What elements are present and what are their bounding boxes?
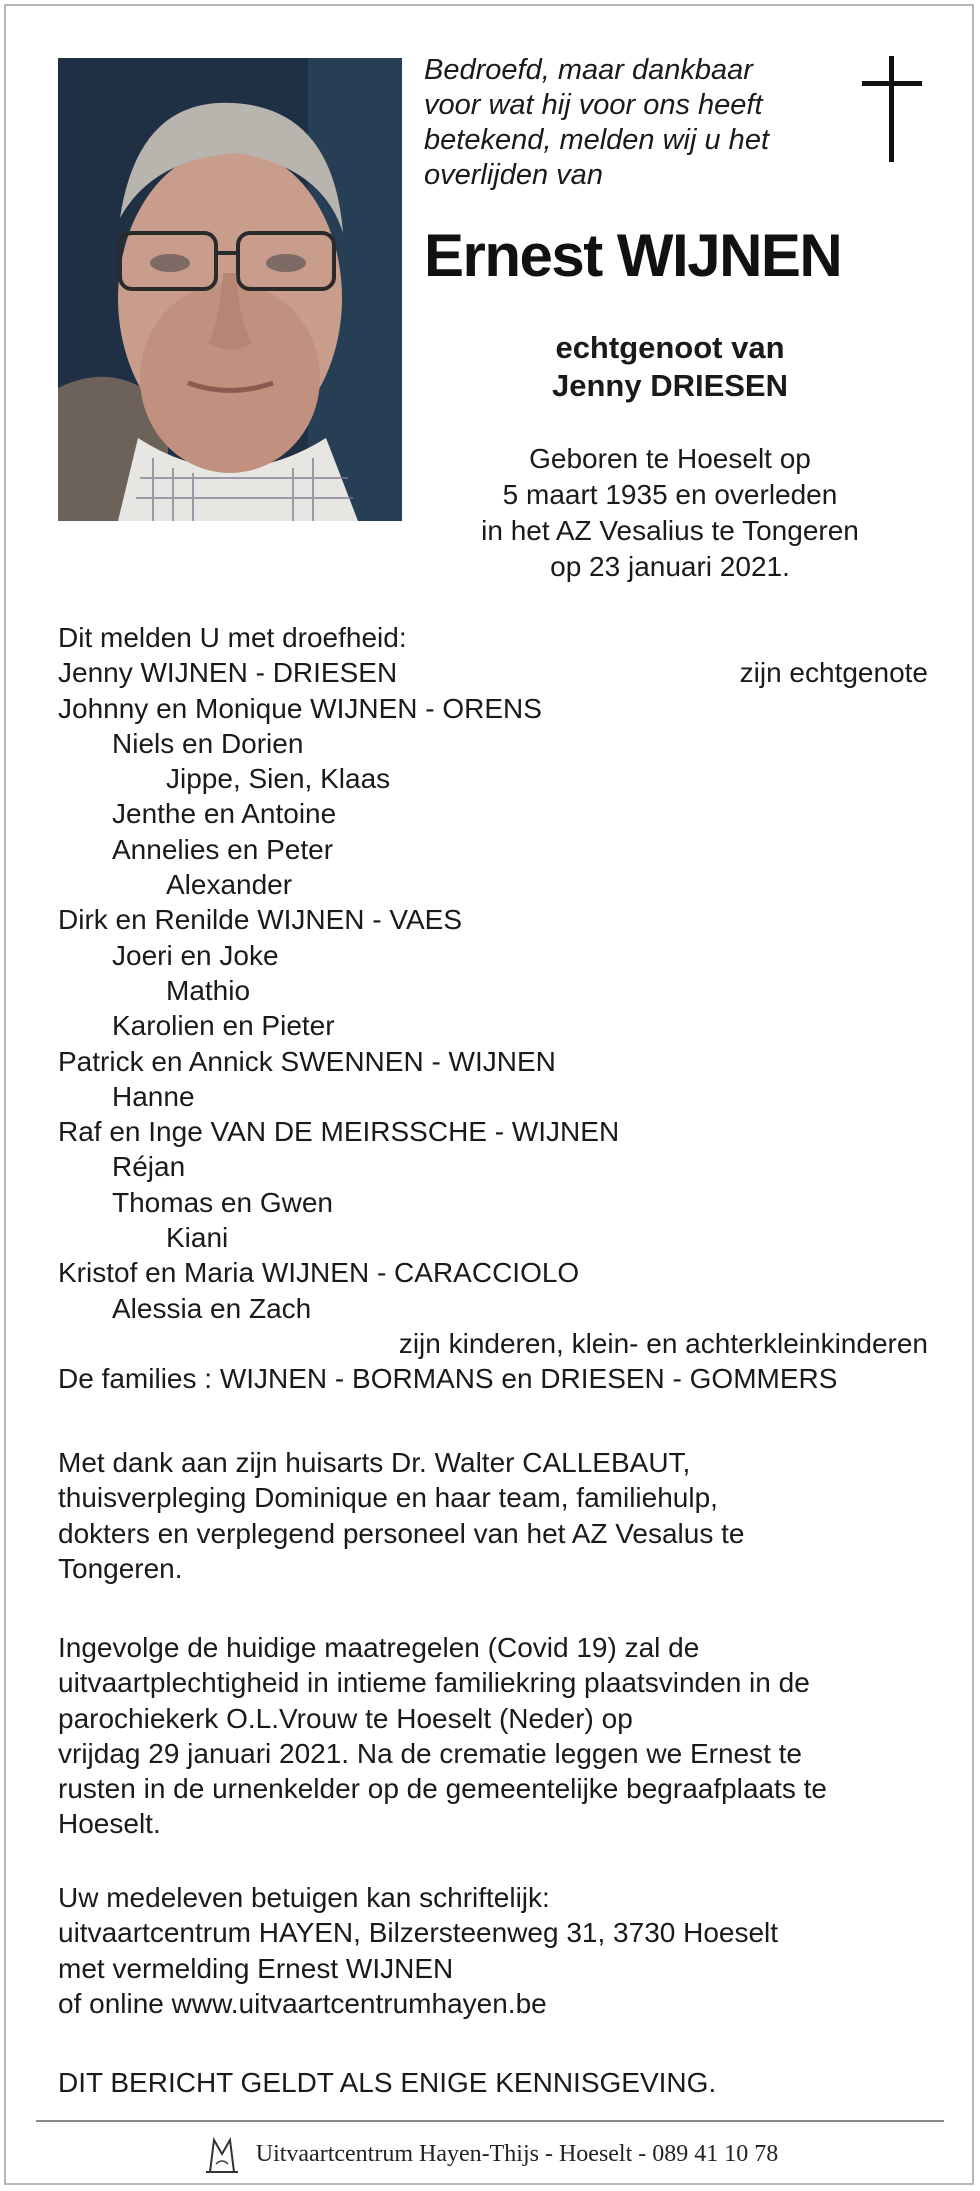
family-member-name: Annelies en Peter [112,833,334,865]
intro-line: betekend, melden wij u het [424,124,769,156]
latin-cross-icon [862,56,922,162]
family-list [58,620,928,1397]
family-row [58,796,928,831]
intro-line: overlijden van [424,159,603,191]
family-member-name: Alessia en Zach [112,1292,312,1324]
intro-line: Bedroefd, maar dankbaar [424,54,753,86]
ceremony-line: uitvaartplechtigheid in intieme familiekring plaatsvinden in de [58,1667,810,1699]
birth-line: 5 maart 1935 en overleden [502,479,838,510]
family-row [58,1361,928,1396]
thanks-line: Tongeren. [58,1552,183,1584]
family-row [58,691,928,726]
family-member-name: Kristof en Maria WIJNEN - CARACCIOLO [58,1257,580,1289]
family-row [58,938,928,973]
family-member-name: Karolien en Pieter [112,1010,335,1042]
family-member-name: Johnny en Monique WIJNEN - ORENS [58,692,542,724]
intro-text [424,53,824,193]
family-row [58,1114,928,1149]
deceased-name: Ernest WIJNEN [424,222,842,289]
spouse-block [440,329,900,405]
family-row [58,902,928,937]
family-member-name: De families : WIJNEN - BORMANS en DRIESEN - GOMMERS [58,1363,838,1395]
family-member-name: Jippe, Sien, Klaas [166,763,391,795]
family-row [58,726,928,761]
family-row [58,832,928,867]
birth-line: op 23 januari 2021. [550,551,790,582]
thanks-line: thuisverpleging Dominique en haar team, familiehulp, [58,1482,718,1514]
family-member-name: Raf en Inge VAN DE MEIRSSCHE - WIJNEN [58,1116,620,1148]
family-relation-label: zijn echtgenote [739,657,928,689]
footer-text: Uitvaartcentrum Hayen-Thijs - Hoeselt - 089 41 10 78 [255,2140,779,2167]
condolences-paragraph [58,1880,928,2021]
condolences-line: Uw medeleven betuigen kan schriftelijk: [58,1882,550,1913]
ceremony-line: Hoeselt. [58,1808,161,1840]
family-row [58,867,928,902]
family-member-name: Niels en Dorien [112,727,304,759]
condolences-line: met vermelding Ernest WIJNEN [58,1952,454,1984]
family-member-name: Jenny WIJNEN - DRIESEN [58,657,398,689]
family-member-name: zijn kinderen, klein- en achterkleinkinderen [398,1327,928,1359]
ceremony-line: Ingevolge de huidige maatregelen (Covid 19) zal de [58,1632,700,1663]
ceremony-line: vrijdag 29 januari 2021. Na de crematie leggen we Ernest te [58,1737,802,1769]
family-member-name: Alexander [166,869,293,901]
family-row [58,1079,928,1114]
notice-text: DIT BERICHT GELDT ALS ENIGE KENNISGEVING. [58,2067,717,2098]
family-member-name: Réjan [112,1151,186,1183]
family-member-name: Kiani [166,1222,229,1254]
condolences-line: of online www.uitvaartcentrumhayen.be [58,1987,547,2019]
family-row [58,761,928,796]
condolences-line: uitvaartcentrum HAYEN, Bilzersteenweg 31, 3730 Hoeselt [58,1917,779,1949]
funeral-home-logo-icon [202,2134,242,2174]
family-member-name: Joeri en Joke [112,939,279,971]
ceremony-paragraph [58,1630,928,1842]
family-row [58,1149,928,1184]
family-member-name: Dirk en Renilde WIJNEN - VAES [58,904,463,936]
birth-line: Geboren te Hoeselt op [529,443,811,474]
family-row [58,1185,928,1220]
family-row [58,1255,928,1290]
footer [0,2132,980,2176]
family-row [58,1008,928,1043]
spouse-relation: echtgenoot van [555,330,785,365]
family-row [58,1326,928,1361]
family-row [58,1220,928,1255]
spouse-name: Jenny DRIESEN [551,368,788,403]
family-row [58,655,928,690]
birth-death-block [420,441,920,585]
ceremony-line: parochiekerk O.L.Vrouw te Hoeselt (Neder) op [58,1702,633,1734]
family-row [58,1044,928,1079]
birth-line: in het AZ Vesalius te Tongeren [481,515,859,546]
footer-divider [36,2120,944,2122]
family-row [58,973,928,1008]
thanks-line: dokters en verplegend personeel van het AZ Vesalus te [58,1517,745,1549]
family-member-name: Hanne [112,1080,195,1112]
family-member-name: Thomas en Gwen [112,1186,333,1218]
family-member-name: Dit melden U met droefheid: [58,622,407,653]
family-member-name: Jenthe en Antoine [112,798,337,830]
family-row [58,1291,928,1326]
intro-line: voor wat hij voor ons heeft [424,89,763,121]
thanks-paragraph [58,1445,928,1586]
thanks-line: Met dank aan zijn huisarts Dr. Walter CALLEBAUT, [58,1447,691,1478]
ceremony-line: rusten in de urnenkelder op de gemeentelijke begraafplaats te [58,1773,827,1805]
family-row [58,620,928,655]
family-member-name: Mathio [166,974,251,1006]
portrait-photo [58,58,402,521]
family-member-name: Patrick en Annick SWENNEN - WIJNEN [58,1045,556,1077]
